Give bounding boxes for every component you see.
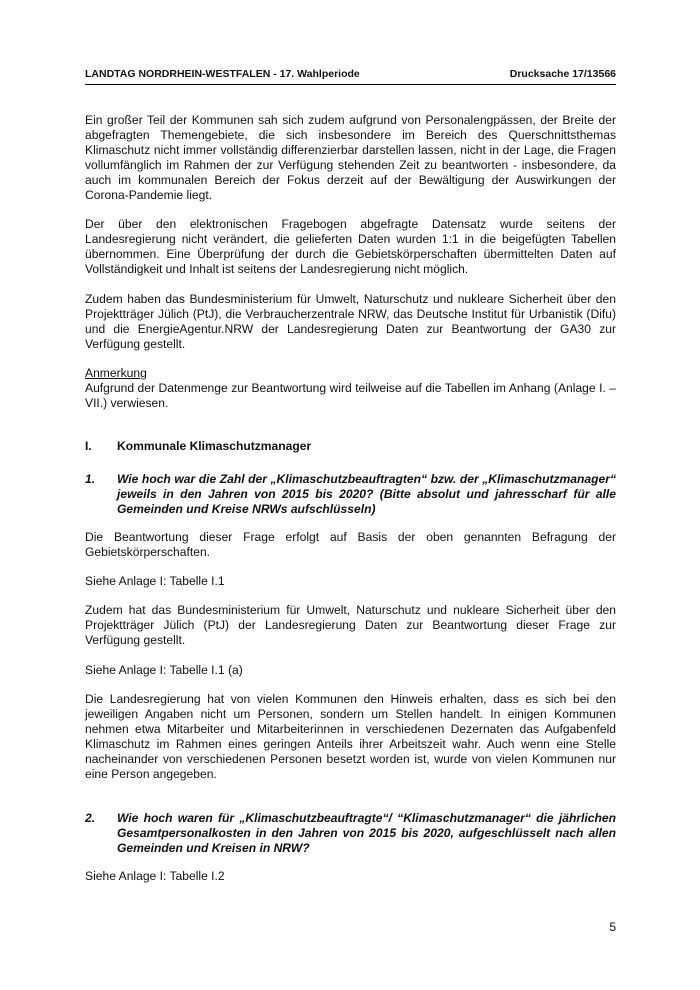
- answer-1-reference-a: Siehe Anlage I: Tabelle I.1 (a): [85, 663, 243, 677]
- question-2-number: 2.: [85, 811, 96, 825]
- note-heading: Anmerkung: [85, 366, 147, 380]
- question-2-text: Wie hoch waren für „Klimaschutzbeauftragte“/ “Klimaschutzmanager“ die jährlichen Gesamtpersonalkosten in den Jahren von 2015 bis 2020, aufgeschlüsselt nach allen Gemeinden und Kreisen in NRW?: [117, 811, 616, 856]
- section-number: I.: [85, 439, 92, 453]
- answer-1-ptj-data: Zudem hat das Bundesministerium für Umwelt, Naturschutz und nukleare Sicherheit über den Projektträger Jülich (PtJ) der Landesregierung Daten zur Beantwortung dieser Frage zur Verfügung gestellt.: [85, 603, 616, 648]
- paragraph-additional-data: Zudem haben das Bundesministerium für Umwelt, Naturschutz und nukleare Sicherheit über den Projektträger Jülich (PtJ), die Verbraucherzentrale NRW, das Deutsche Institut für Urbanistik (Difu) und die EnergieAgentur.NRW der Landesregierung Daten zur Beantwortung der GA30 zur Verfügung gestellt.: [85, 292, 616, 352]
- page-number: 5: [609, 920, 616, 934]
- question-1: [85, 472, 616, 517]
- header-parliament-title: LANDTAG NORDRHEIN-WESTFALEN - 17. Wahlperiode: [85, 68, 360, 80]
- answer-1-reference: Siehe Anlage I: Tabelle I.1: [85, 574, 225, 588]
- header-divider: [85, 84, 616, 85]
- note-text: Aufgrund der Datenmenge zur Beantwortung wird teilweise auf die Tabellen im Anhang (Anlage I. – VII.) verwiesen.: [85, 381, 616, 411]
- answer-1-note-positions: Die Landesregierung hat von vielen Kommunen den Hinweis erhalten, dass es sich bei den jeweiligen Angaben nicht um Personen, sondern um Stellen handelt. In einigen Kommunen nehmen etwa Mitarbeiter und Mitarbeiterinnen in verschiedenen Dezernaten das Aufgabenfeld Klimaschutz im Rahmen eines geringen Anteils ihrer Arbeitszeit wahr. Auch wenn eine Stelle nacheinander von verschiedenen Personen besetzt worden ist, wurde von vielen Kommunen nur eine Person angegeben.: [85, 692, 616, 782]
- paragraph-staff-shortage: Ein großer Teil der Kommunen sah sich zudem aufgrund von Personalengpässen, der Breite der abgefragten Themengebiete, die sich insbesondere im Bereich des Querschnittsthemas Klimaschutz nicht immer vollständig differenzierbar darstellen lassen, nicht in der Lage, die Fragen vollumfänglich im Rahmen der zur Verfügung stehenden Zeit zu beantworten - insbesondere, da auch im kommunalen Bereich der Fokus derzeit auf der Bewältigung der Auswirkungen der Corona-Pandemie liegt.: [85, 113, 616, 203]
- question-1-text: Wie hoch war die Zahl der „Klimaschutzbeauftragten“ bzw. der „Klimaschutzmanager“ jeweils in den Jahren von 2015 bis 2020? (Bitte absolut und jahresscharf für alle Gemeinden und Kreise NRWs aufschlüsseln): [117, 472, 616, 517]
- answer-1-basis: Die Beantwortung dieser Frage erfolgt auf Basis der oben genannten Befragung der Gebietskörperschaften.: [85, 530, 616, 560]
- answer-2-reference: Siehe Anlage I: Tabelle I.2: [85, 869, 225, 883]
- paragraph-data-unchanged: Der über den elektronischen Fragebogen abgefragte Datensatz wurde seitens der Landesregierung nicht verändert, die gelieferten Daten wurden 1:1 in die beigefügten Tabellen übernommen. Eine Überprüfung der durch die Gebietskörperschaften übermittelten Daten auf Vollständigkeit und Inhalt ist seitens der Landesregierung nicht möglich.: [85, 217, 616, 277]
- question-2: [85, 811, 616, 856]
- header-document-number: Drucksache 17/13566: [509, 68, 616, 80]
- section-title: Kommunale Klimaschutzmanager: [117, 439, 312, 453]
- question-1-number: 1.: [85, 472, 96, 486]
